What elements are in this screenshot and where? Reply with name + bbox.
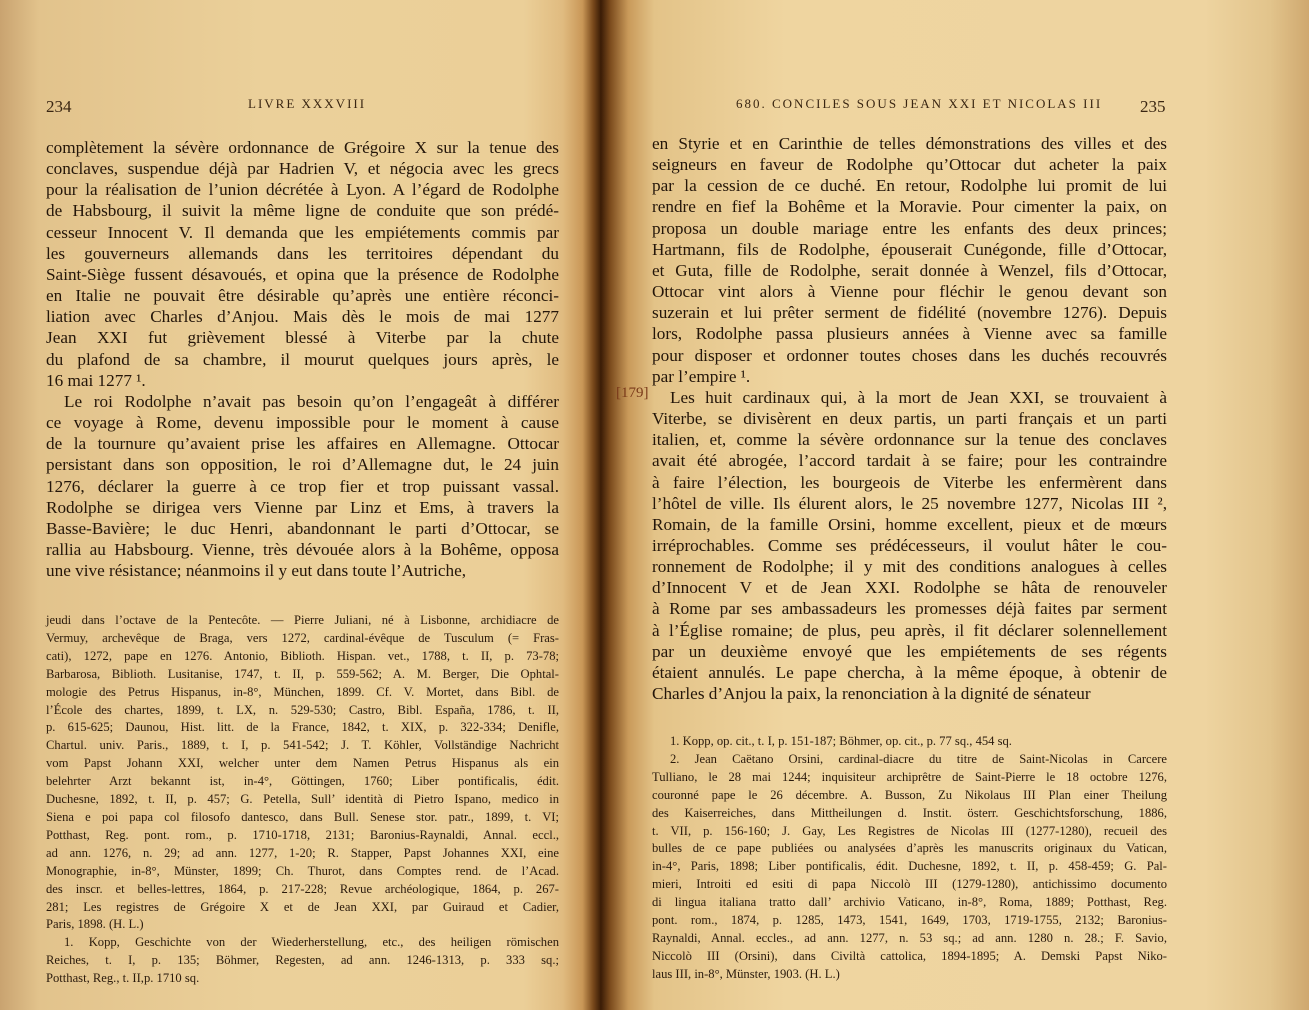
text-line: rallia au Habsbourg. Vienne, très dévouée alors à la Bohême, opposa	[46, 539, 559, 559]
text-line: les gouverneurs allemands dans les territoires dépendant du	[46, 243, 559, 263]
text-line: ce voyage à Rome, devenu impossible pour le moment à cause	[46, 413, 559, 433]
text-line: suzerain et lui prêter serment de fidélité (novembre 1276). Depuis	[652, 303, 1167, 323]
footnote-line: belehrter Arzt bekannt ist, in-4°, Göttingen, 1760; Liber pontificalis, édit.	[46, 774, 559, 789]
footnote-line: mieri, Introiti ed esiti di papa Niccolò III (1279-1280), antichissimo documento	[652, 877, 1167, 892]
text-line: à l’Église romaine; de plus, peu après, il fit déclarer solennellement	[652, 620, 1167, 640]
footnote-line: des Kaiserreiches, dans Mittheilungen d. Instit. österr. Geschichtsforschung, 1886,	[652, 805, 1167, 820]
footnote-line: p. 615-625; Daunou, Hist. litt. de la France, 1842, t. XIX, p. 322-334; Denifle,	[46, 720, 559, 735]
text-line: lors, Rodolphe passa plusieurs années à Vienne avec sa famille	[652, 324, 1167, 344]
text-line: rendre en fief la Bohême et la Moravie. Pour cimenter la paix, on	[652, 197, 1167, 217]
running-head: 680. CONCILES SOUS JEAN XXI ET NICOLAS III	[736, 96, 1103, 111]
text-line: liation avec Charles d’Anjou. Mais dès le mois de mai 1277	[46, 307, 559, 327]
footnotes	[652, 733, 1167, 984]
footnote-line: pont. rom., 1874, p. 1285, 1473, 1541, 1649, 1703, 1719-1755, 2132; Baronius-	[652, 913, 1167, 928]
text-line: de Habsbourg, il suivit la même ligne de conduite que son prédé-	[46, 201, 559, 221]
footnote-line: ad ann. 1276, n. 29; ad ann. 1277, 1-20; R. Stapper, Papst Johannes XXI, eine	[46, 845, 559, 860]
footnote-line: Paris, 1898. (H. L.)	[46, 917, 144, 932]
footnote-line: mologie des Petrus Hispanus, in-8°, München, 1899. Cf. V. Mortet, dans Bibl. de	[46, 684, 559, 699]
footnote-line: Barbarosa, Biblioth. Lusitanise, 1747, t. II, p. 559-562; A. M. Berger, Die Ophtal-	[46, 666, 559, 681]
footnotes	[46, 612, 559, 988]
text-line: de la tournure qu’avaient prise les affaires en Allemagne. Ottocar	[46, 434, 559, 454]
text-line: à Rome par ses ambassadeurs les promesses déjà faites par serment	[652, 599, 1167, 619]
text-line: proposa un double mariage entre les enfants des deux princes;	[652, 218, 1167, 238]
text-line: par l’empire ¹.	[652, 366, 751, 386]
page-number: 234	[46, 97, 72, 116]
text-line: Romain, de la famille Orsini, homme excellent, pieux et de mœurs	[652, 514, 1167, 534]
right-page	[606, 0, 1309, 1010]
footnote-line: 2. Jean Caëtano Orsini, cardinal-diacre du titre de Saint-Nicolas in Carcere	[670, 751, 1167, 766]
text-line: avait été abrogée, l’accord tardait à se faire; pour les contraindre	[652, 451, 1167, 471]
text-line: Charles d’Anjou la paix, la renonciation à la dignité de sénateur	[652, 684, 1091, 704]
text-line: Saint-Siège fussent désavoués, et opina que la présence de Rodolphe	[46, 264, 559, 284]
footnote-line: Reiches, t. I, p. 135; Böhmer, Regesten, ad ann. 1246-1313, p. 333 sq.;	[46, 953, 559, 968]
footnote-line: Chartul. univ. Paris., 1889, t. I, p. 541-542; J. T. Köhler, Vollständige Nachricht	[46, 738, 559, 753]
text-line: par la cession de ce duché. En retour, Rodolphe lui promit de lui	[652, 176, 1167, 196]
text-line: pour disposer et ordonner toutes choses dans les duchés recouvrés	[652, 345, 1167, 365]
footnote-line: Tulliano, le 28 mai 1244; inquisiteur archiprêtre de Saint-Pierre le 18 octobre 1276,	[652, 769, 1167, 784]
footnote-line: 1. Kopp, op. cit., t. I, p. 151-187; Böhmer, op. cit., p. 77 sq., 454 sq.	[670, 734, 1012, 748]
footnote-line: vom Papst Johann XXI, welcher unter dem Namen Petrus Hispanus als ein	[46, 756, 559, 771]
footnote-line: Vermuy, archevêque de Braga, vers 1272, cardinal-évêque de Tusculum (= Fras-	[46, 630, 559, 645]
text-line: à faire l’élection, les bourgeois de Viterbe les enfermèrent dans	[652, 472, 1167, 492]
text-line: une vive résistance; néanmoins il y eut dans toute l’Autriche,	[46, 561, 467, 581]
main-text	[652, 133, 1167, 704]
footnote-line: bulles de ce pape publiées ou analysées d’après les manuscrits originaux du Vatican,	[652, 841, 1167, 856]
text-line: l’hôtel de ville. Ils élurent alors, le 25 novembre 1277, Nicolas III ²,	[652, 493, 1167, 513]
text-line: seigneurs en faveur de Rodolphe qu’Ottocar dut acheter la paix	[652, 155, 1167, 175]
text-line: en Italie ne pouvait être désirable qu’après une entière réconci-	[46, 286, 559, 306]
text-line: étaient annulés. Le pape chercha, à la même époque, à obtenir de	[652, 662, 1167, 682]
text-line: Le roi Rodolphe n’avait pas besoin qu’on l’engageât à différer	[64, 391, 559, 411]
text-line: Les huit cardinaux qui, à la mort de Jean XXI, se trouvaient à	[670, 387, 1167, 407]
text-line: persistant dans son opposition, le roi d’Allemagne dut, le 24 juin	[46, 455, 559, 475]
left-page	[0, 0, 598, 1010]
footnote-line: laus III, in-8°, Münster, 1903. (H. L.)	[652, 966, 840, 981]
text-line: complètement la sévère ordonnance de Grégoire X sur la tenue des	[46, 138, 559, 157]
text-line: pour la réalisation de l’union décrétée à Lyon. A l’égard de Rodolphe	[46, 180, 559, 200]
text-line: Rodolphe se dirigea vers Vienne par Linz et Ems, à travers la	[46, 497, 559, 517]
text-line: Viterbe, se divisèrent en deux partis, un parti français et un parti	[652, 409, 1167, 429]
text-line: Ottocar vint alors à Vienne pour fléchir le genou devant son	[652, 282, 1167, 302]
text-line: ronnement de Rodolphe; il y mit des conditions analogues à celles	[652, 557, 1167, 577]
margin-page-mark: [179]	[616, 385, 649, 401]
footnote-line: cati), 1272, pape en 1276. Antonio, Biblioth. Hispan. vet., 1788, t. II, p. 73-78;	[46, 648, 559, 663]
text-line: cesseur Innocent V. Il demanda que les empiétements commis par	[46, 222, 559, 242]
text-line: par un deuxième envoyé que les empiétements de ses régents	[652, 641, 1167, 661]
footnote-line: Duchesne, 1892, t. II, p. 457; G. Petella, Sull’ identità di Pietro Ispano, medico in	[46, 792, 559, 807]
footnote-line: t. VII, p. 156-160; J. Gay, Les Registres de Nicolas III (1277-1280), recueil des	[652, 823, 1167, 838]
footnote-line: di lingua italiana tratto dall’ archivio Vaticano, in-8°, Roma, 1889; Potthast, Reg.	[652, 895, 1167, 910]
footnote-line: Potthast, Reg. pont. rom., p. 1710-1718, 2131; Baronius-Raynaldi, Annal. eccl.,	[46, 827, 559, 842]
footnote-line: Niccolò III (Orsini), dans Civiltà cattolica, 1894-1895; A. Demski Papst Niko-	[652, 948, 1167, 963]
text-line: en Styrie et en Carinthie de telles démonstrations des villes et des	[652, 134, 1167, 153]
footnote-line: l’École des chartes, 1899, t. LX, n. 529-530; Castro, Bibl. España, 1786, t. II,	[46, 702, 559, 717]
text-line: d’Innocent V et de Jean XXI. Rodolphe se hâta de renouveler	[652, 578, 1167, 598]
page-number: 235	[1140, 97, 1166, 116]
text-line: et Guta, fille de Rodolphe, serait donnée à Wenzel, fils d’Ottocar,	[652, 260, 1167, 280]
text-line: Basse-Bavière; le duc Henri, abandonnant le parti d’Ottocar, se	[46, 518, 559, 538]
text-line: 16 mai 1277 ¹.	[46, 370, 146, 390]
main-text	[46, 137, 559, 581]
footnote-line: Potthast, Reg., t. II,p. 1710 sq.	[46, 971, 200, 986]
text-line: 1276, déclarer la guerre à ce trop fier et trop puissant vassal.	[46, 476, 559, 496]
footnote-line: in-4°, Paris, 1898; Liber pontificalis, édit. Duchesne, 1892, t. II, p. 458-459; G. Pal-	[652, 859, 1167, 874]
footnote-line: Monographie, in-8°, Münster, 1899; Ch. Thurot, dans Comptes rend. de l’Acad.	[46, 863, 559, 878]
text-line: italien, et, comme la sévère ordonnance sur la tenue des conclaves	[652, 430, 1167, 450]
footnote-line: couronné pape le 26 décembre. A. Busson, Zu Nikolaus III Plan einer Theilung	[652, 787, 1167, 802]
footnote-line: 1. Kopp, Geschichte von der Wiederherstellung, etc., des heiligen römischen	[64, 935, 559, 950]
text-line: conclaves, suspendue déjà par Hadrien V, et négocia avec les grecs	[46, 159, 559, 179]
text-line: Hartmann, fils de Rodolphe, épouserait Cunégonde, fille d’Ottocar,	[652, 239, 1167, 259]
text-line: Jean XXI fut grièvement blessé à Viterbe par la chute	[46, 328, 559, 348]
footnote-line: des inscr. et belles-lettres, 1864, p. 217-228; Revue archéologique, 1864, p. 267-	[46, 881, 559, 896]
footnote-line: Raynaldi, Annal. eccles., ad ann. 1277, n. 53 sq.; ad ann. 1280 n. 28.; F. Savio,	[652, 930, 1167, 945]
text-line: irréprochables. Comme ses prédécesseurs, il voulut hâter le cou-	[652, 535, 1167, 555]
running-head: LIVRE XXXVIII	[248, 96, 367, 111]
footnote-line: Siena e poi papa col filosofo dantesco, dans Bull. Senese stor. patr., 1899, t. VI;	[46, 809, 559, 824]
footnote-line: 281; Les registres de Grégoire X et de Jean XXI, par Guiraud et Cadier,	[46, 899, 559, 914]
text-line: du plafond de sa chambre, il mourut quelques jours après, le	[46, 349, 559, 369]
footnote-line: jeudi dans l’octave de la Pentecôte. — Pierre Juliani, né à Lisbonne, archidiacre de	[46, 613, 559, 627]
